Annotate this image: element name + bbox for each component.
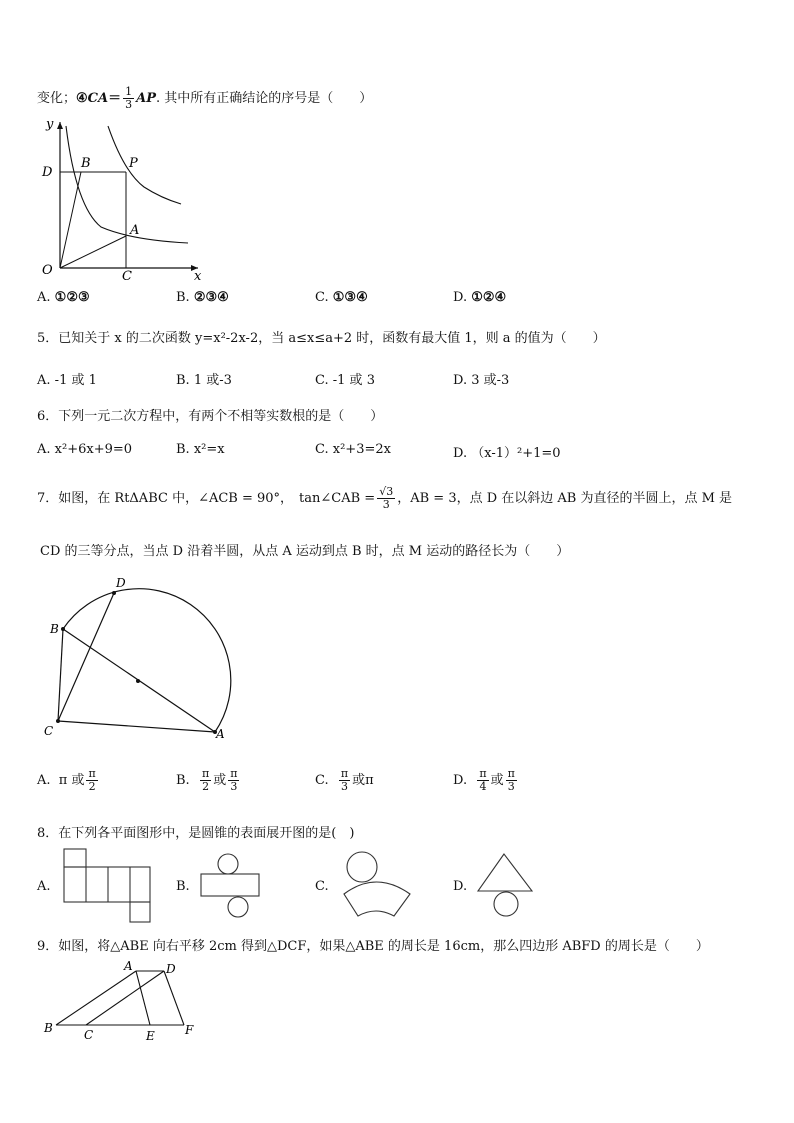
q4-option-b[interactable] [176,290,229,305]
option-letter: D. [453,773,468,788]
segment-OA [60,236,126,268]
q7-line1-a: 7．如图，在 RtΔABC 中，∠ACB = 90°， [37,491,294,506]
option-letter: A. [37,290,51,305]
option-letter: C. [315,373,329,388]
frac-den: 3 [507,780,515,793]
q7-figure [38,575,238,745]
option-mid: 或π [352,773,374,788]
label-C: C [84,1028,94,1042]
frac-den: 3 [230,780,238,793]
q8-option-c-figure[interactable] [338,850,414,922]
q4-figure [36,112,211,282]
option-letter: C. [315,442,329,457]
q7-stem-line1 [37,486,732,511]
bottom-face [130,902,150,922]
frac-num: π [201,767,210,780]
option-letter: A. [37,373,51,388]
q8-option-a-letter[interactable]: A. [37,879,51,894]
segment-CA [58,721,215,732]
cylinder-side [201,874,259,896]
label-F: F [185,1023,194,1037]
sector [344,882,410,916]
q5-option-c[interactable] [315,369,375,388]
center-point [136,679,140,683]
option-letter: B. [176,773,190,788]
q4-frac-den: 3 [125,98,133,111]
option-text: x²=x [193,442,225,457]
option-letter: C. [315,290,329,305]
option-text: 1 或-3 [193,373,232,388]
q5-option-a[interactable] [37,369,97,388]
q4-option-a[interactable] [37,290,90,305]
q7-option-c[interactable] [315,768,374,793]
q6-option-c[interactable] [315,442,391,457]
point-D [112,591,116,595]
label-A: A [216,727,225,741]
segment-CD [58,593,114,721]
q4-item4-label: ④ [76,91,88,106]
option-letter: C. [315,773,329,788]
option-fraction [200,768,211,793]
q8-option-b-letter[interactable]: B. [176,879,190,894]
option-text: x²+6x+9=0 [54,442,133,457]
option-fraction-2 [228,768,239,793]
label-B: B [50,622,59,636]
segment-BC [58,629,63,721]
q6-option-a[interactable] [37,442,132,457]
frac-num: π [230,767,238,780]
point-C [56,719,60,723]
label-C: C [122,269,132,282]
q4-option-d[interactable] [453,290,506,305]
label-B: B [44,1021,53,1035]
q6-stem: 6．下列一元二次方程中，有两个不相等实数根的是（ ） [37,409,384,424]
option-fraction-2 [506,768,517,793]
label-A: A [124,960,133,973]
q8-option-d-letter[interactable]: D. [453,879,468,894]
point-B [61,627,65,631]
option-text: x²+3=2x [332,442,391,457]
label-D: D [116,576,126,590]
q4-fraction [123,86,134,111]
option-letter: B. [176,290,190,305]
hyperbola-inner [66,126,188,243]
frac-den: 2 [202,780,210,793]
q5-option-b[interactable] [176,369,232,388]
top-face [64,849,86,867]
label-E: E [146,1029,155,1043]
hyperbola-outer [108,126,181,204]
option-text: ①③④ [332,290,368,305]
q8-stem: 8．在下列各平面图形中，是圆锥的表面展开图的是( ) [37,826,355,841]
label-D: D [42,165,53,180]
option-letter: B. [176,442,190,457]
base-circle [347,852,377,882]
option-mid: 或 [213,773,227,788]
q4-stem-prefix: 变化； [37,91,77,106]
top-circle [218,854,238,874]
option-text: ①②③ [54,290,90,305]
q8-option-b-figure[interactable] [198,852,266,920]
bottom-circle [228,897,248,917]
option-letter: A. [37,773,51,788]
q8-option-c-letter[interactable]: C. [315,879,329,894]
segment-DF [164,971,184,1025]
q4-option-c[interactable] [315,290,368,305]
option-text: ①②④ [471,290,507,305]
segment-AE [136,971,150,1025]
q9-stem: 9．如图，将△ABE 向右平移 2cm 得到△DCF，如果△ABE 的周长是 16cm，那么四边形 ABFD 的周长是（ ） [37,939,709,954]
frac-den: 2 [88,780,96,793]
label-P: P [129,156,138,171]
option-fraction [477,768,488,793]
frac-num: π [507,767,515,780]
y-axis-arrow [57,122,63,129]
option-pre: π 或 [58,773,85,788]
label-C: C [44,724,54,738]
label-x: x [194,269,202,282]
option-text: ②③④ [193,290,229,305]
q5-option-d[interactable] [453,369,509,388]
option-letter: B. [176,373,190,388]
frac-den: 3 [341,780,348,793]
prism-strip [64,867,150,902]
q7-option-b[interactable] [176,768,241,793]
q7-tan: tan∠CAB = [299,491,376,506]
q7-line1-b: ，AB = 3，点 D 在以斜边 AB 为直径的半圆上，点 M 是 [397,491,733,506]
q4-item4-rhs: AP [136,91,156,106]
frac-num: π [340,767,349,780]
label-D: D [166,962,176,976]
q6-option-d[interactable] [453,442,561,461]
option-text: （x-1）²+1=0 [471,446,561,461]
option-text: -1 或 3 [332,373,375,388]
frac-num: π [479,767,487,780]
q8-option-d-figure[interactable] [474,851,540,919]
circle [494,892,518,916]
q5-stem: 5．已知关于 x 的二次函数 y=x²-2x-2，当 a≤x≤a+2 时，函数有最大值 1，则 a 的值为（ ） [37,331,606,346]
segment-CD [86,971,164,1025]
option-letter: D. [453,446,468,461]
frac-num: π [88,767,96,780]
q4-item4-lhs: CA [87,91,109,106]
option-letter: D. [453,290,468,305]
option-fraction [339,768,350,793]
triangle [478,854,532,891]
q4-stem-suffix: . 其中所有正确结论的序号是（ ） [156,91,373,106]
q7-tan-fraction [377,486,395,511]
q7-option-a[interactable] [37,768,100,793]
q8-option-a-figure[interactable] [62,847,157,927]
option-letter: A. [37,442,51,457]
label-y: y [46,117,54,132]
segment-BA [56,971,136,1025]
label-B: B [81,156,91,171]
label-A: A [130,223,140,238]
option-fraction [86,768,97,793]
option-text: -1 或 1 [54,373,97,388]
option-mid: 或 [490,773,504,788]
q4-frac-num: 1 [125,85,133,98]
label-O: O [42,263,53,278]
segment-OB [60,172,81,268]
q4-stem [37,86,372,111]
option-text: 3 或-3 [471,373,510,388]
frac-den: 4 [479,780,487,793]
option-letter: D. [453,373,468,388]
semicircle [63,589,231,732]
q7-option-d[interactable] [453,768,519,793]
q9-figure [40,960,200,1045]
q4-item4-eq: ＝ [108,91,122,106]
q7-frac-den: 3 [382,498,390,511]
q6-option-b[interactable] [176,442,225,457]
q7-frac-num: √3 [379,485,394,498]
q7-stem-line2: CD 的三等分点，当点 D 沿着半圆，从点 A 运动到点 B 时，点 M 运动的路径长为（ ） [40,544,570,559]
